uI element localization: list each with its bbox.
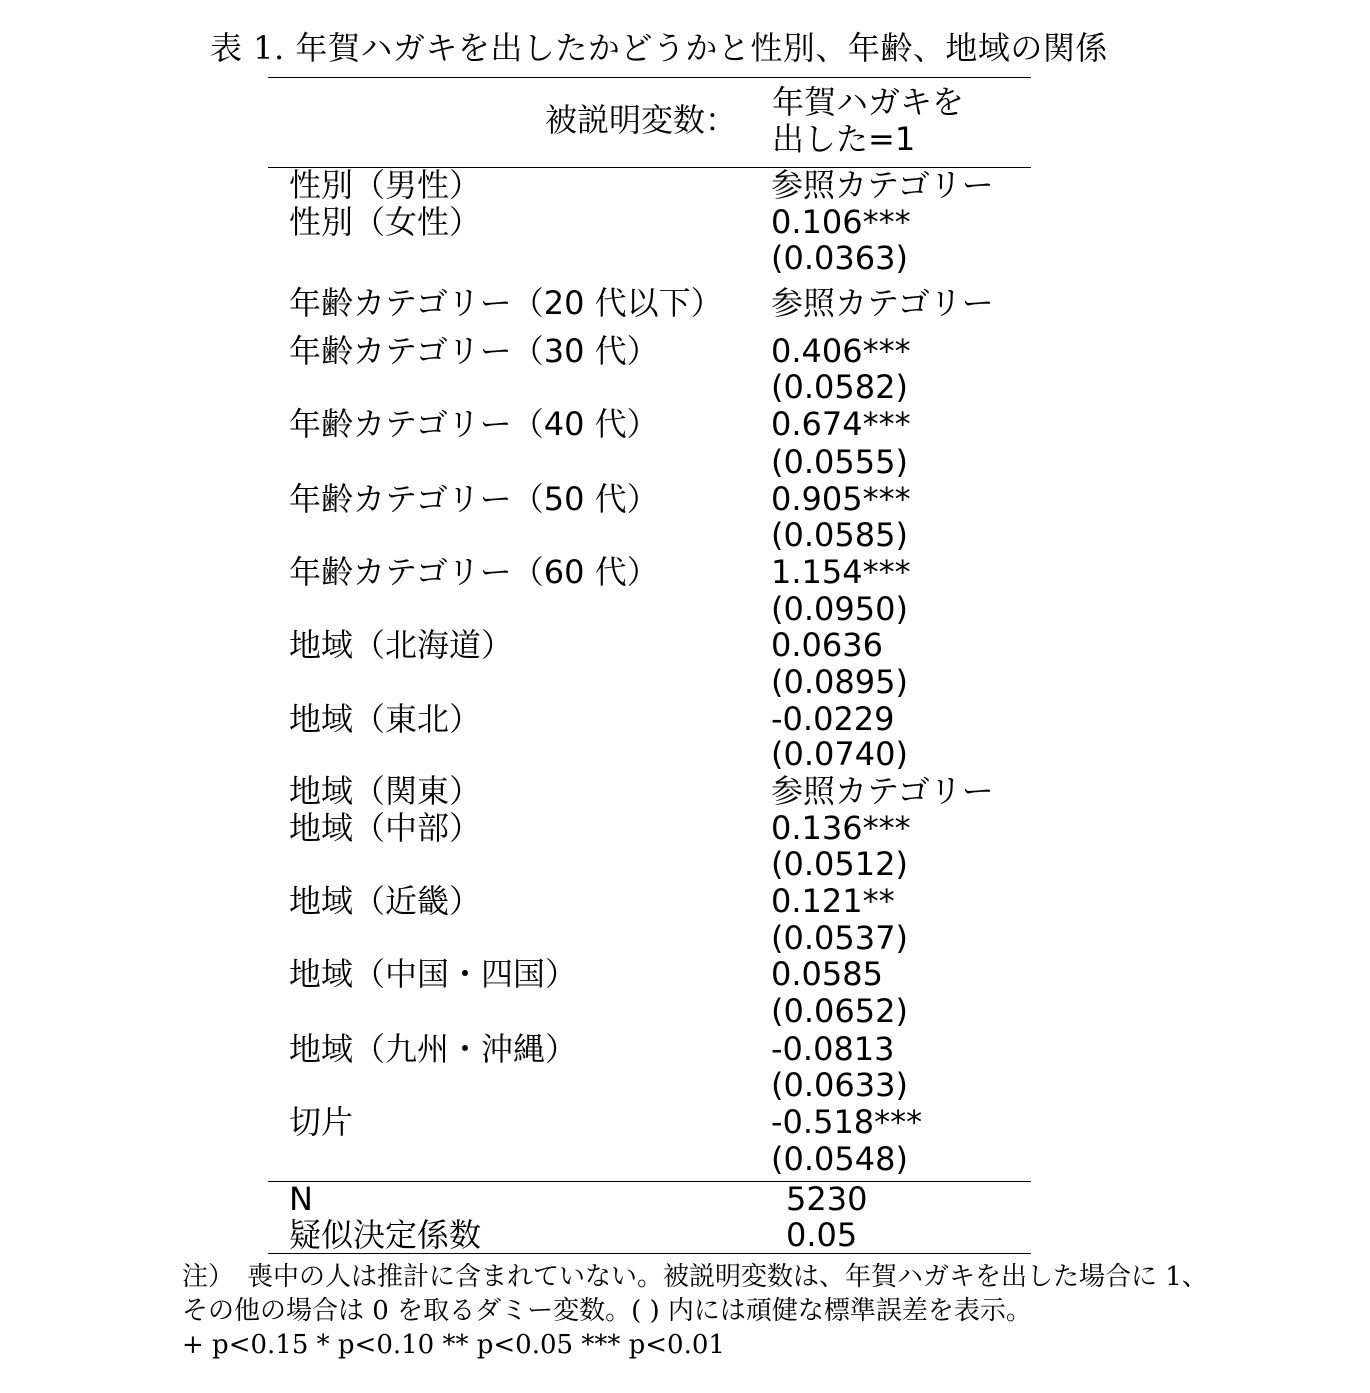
row-standard-error: (0.0585): [771, 516, 908, 554]
row-coefficient: 0.674***: [771, 405, 911, 443]
row-label: 性別（男性）: [289, 166, 482, 204]
stat-value-pseudo-r2: 0.05: [786, 1216, 858, 1254]
stat-value-n: 5230: [786, 1180, 868, 1218]
header-label: 被説明変数：: [545, 101, 738, 139]
row-label: 地域（中部）: [289, 809, 482, 847]
header-value-line-2: 出した=1: [772, 120, 916, 158]
bottom-rule: [268, 1253, 1031, 1254]
row-label: 地域（東北）: [289, 700, 482, 738]
row-label: 切片: [289, 1103, 354, 1141]
row-standard-error: (0.0582): [771, 368, 908, 406]
row-coefficient: 0.0636: [771, 626, 883, 664]
row-label: 地域（北海道）: [289, 626, 514, 664]
row-coefficient: 0.121**: [771, 882, 895, 920]
row-label: 年齢カテゴリー（20 代以下）: [289, 284, 723, 322]
table-title: 表 1. 年賀ハガキを出したかどうかと性別、年齢、地域の関係: [210, 29, 1108, 67]
row-standard-error: (0.0950): [771, 590, 908, 628]
row-label: 地域（九州・沖縄）: [289, 1030, 578, 1068]
top-rule: [268, 77, 1031, 78]
stats-rule: [268, 1181, 1031, 1182]
row-standard-error: (0.0895): [771, 663, 908, 701]
row-label: 年齢カテゴリー（50 代）: [289, 480, 659, 518]
row-label: 地域（中国・四国）: [289, 955, 578, 993]
row-standard-error: (0.0537): [771, 919, 908, 957]
significance-legend: + p<0.15 * p<0.10 ** p<0.05 *** p<0.01: [182, 1330, 725, 1360]
stat-label-pseudo-r2: 疑似決定係数: [289, 1216, 482, 1254]
stat-label-n: N: [289, 1180, 313, 1218]
header-value: [772, 84, 964, 158]
row-coefficient: 0.106***: [771, 203, 911, 241]
row-label: 年齢カテゴリー（30 代）: [289, 332, 659, 370]
row-standard-error: (0.0652): [771, 992, 908, 1030]
row-coefficient: 参照カテゴリー: [771, 772, 994, 810]
row-standard-error: (0.0633): [771, 1066, 908, 1104]
row-coefficient: 0.136***: [771, 809, 911, 847]
header-value-line-1: 年賀ハガキを: [772, 83, 965, 121]
row-coefficient: -0.518***: [771, 1103, 923, 1141]
footnote-line-1: 注） 喪中の人は推計に含まれていない。被説明変数は、年賀ハガキを出した場合に 1、: [182, 1262, 1208, 1292]
row-coefficient: -0.0813: [771, 1030, 895, 1068]
row-coefficient: 参照カテゴリー: [771, 166, 994, 204]
row-standard-error: (0.0548): [771, 1140, 908, 1178]
row-label: 地域（近畿）: [289, 882, 482, 920]
row-coefficient: 0.406***: [771, 332, 911, 370]
row-coefficient: 参照カテゴリー: [771, 284, 994, 322]
row-label: 年齢カテゴリー（60 代）: [289, 553, 659, 591]
row-coefficient: 0.905***: [771, 480, 911, 518]
row-standard-error: (0.0363): [771, 239, 908, 277]
row-coefficient: -0.0229: [771, 700, 895, 738]
row-label: 性別（女性）: [289, 203, 482, 241]
row-standard-error: (0.0512): [771, 845, 908, 883]
row-coefficient: 1.154***: [771, 553, 911, 591]
row-standard-error: (0.0740): [771, 735, 908, 773]
footnote-line-2: その他の場合は 0 を取るダミー変数。( ) 内には頑健な標準誤差を表示。: [182, 1296, 1032, 1326]
row-standard-error: (0.0555): [771, 443, 908, 481]
row-label: 年齢カテゴリー（40 代）: [289, 405, 659, 443]
row-label: 地域（関東）: [289, 772, 482, 810]
row-coefficient: 0.0585: [771, 955, 883, 993]
